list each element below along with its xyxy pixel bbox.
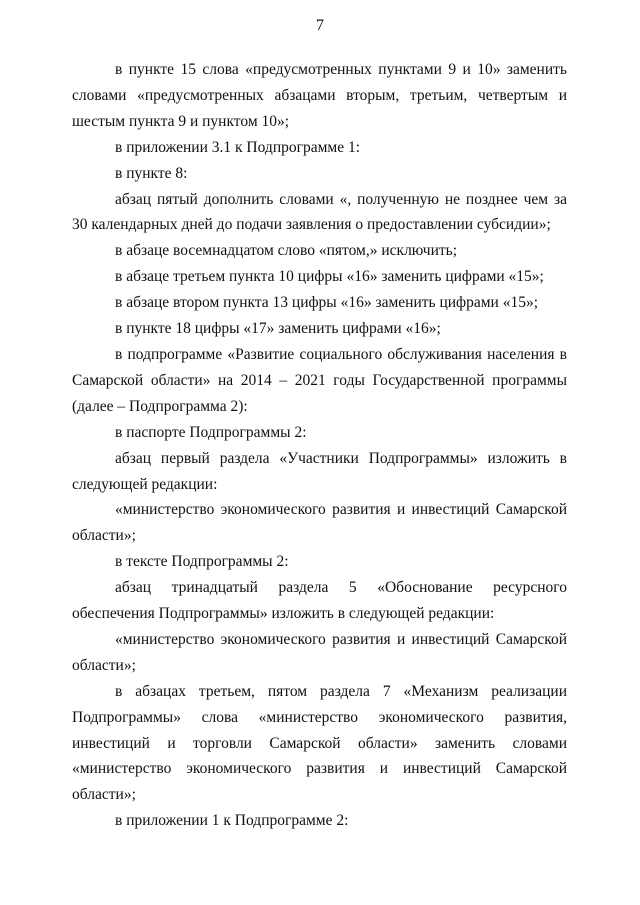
- paragraph-ministry-quote-2: «министерство экономического развития и инвестиций Самарской области»;: [72, 630, 567, 674]
- paragraph-item-10: в абзаце третьем пункта 10 цифры «16» заменить цифрами «15»;: [115, 268, 544, 286]
- paragraph-item-15-amendment: в пункте 15 слова «предусмотренных пунктами 9 и 10» заменить словами «предусмотренных абзацами вторым, третьим, четвертым и шестым пункта 9 и пунктом 10»;: [72, 61, 567, 130]
- paragraph-ministry-quote-1: «министерство экономического развития и инвестиций Самарской области»;: [72, 501, 567, 545]
- paragraph-passport-subprogram-2: в паспорте Подпрограммы 2:: [115, 423, 307, 441]
- paragraph-section-5: абзац тринадцатый раздела 5 «Обоснование ресурсного обеспечения Подпрограммы» изложить в следующей редакции:: [72, 579, 567, 623]
- document-body: [72, 57, 567, 834]
- paragraph-subprogram-2: в подпрограмме «Развитие социального обслуживания населения в Самарской области» на 2014 – 2021 годы Государственной программы (далее – Подпрограмма 2):: [72, 345, 567, 415]
- page-number: 7: [316, 17, 324, 34]
- paragraph-section-7: в абзацах третьем, пятом раздела 7 «Механизм реализации Подпрограммы» слова «министерство экономического развития, инвестиций и торговли Самарской области» заменить словами «министерство экономического развития и инвестиций Самарской области»;: [72, 682, 567, 804]
- paragraph-text-subprogram-2: в тексте Подпрограммы 2:: [115, 553, 289, 571]
- paragraph-participants-section: абзац первый раздела «Участники Подпрограммы» изложить в следующей редакции:: [72, 449, 567, 493]
- paragraph-item-13: в абзаце втором пункта 13 цифры «16» заменить цифрами «15»;: [115, 294, 539, 312]
- paragraph-item-8: в пункте 8:: [115, 164, 188, 182]
- paragraph-appendix-1: в приложении 1 к Подпрограмме 2:: [115, 812, 349, 830]
- paragraph-item-18: в пункте 18 цифры «17» заменить цифрами «16»;: [115, 320, 441, 338]
- paragraph-fifth-abzac-addition: абзац пятый дополнить словами «, полученную не позднее чем за 30 календарных дней до подачи заявления о предоставлении субсидии»;: [72, 190, 567, 234]
- paragraph-appendix-3-1: в приложении 3.1 к Подпрограмме 1:: [115, 138, 361, 156]
- paragraph-eighteenth-abzac: в абзаце восемнадцатом слово «пятом,» исключить;: [115, 242, 458, 260]
